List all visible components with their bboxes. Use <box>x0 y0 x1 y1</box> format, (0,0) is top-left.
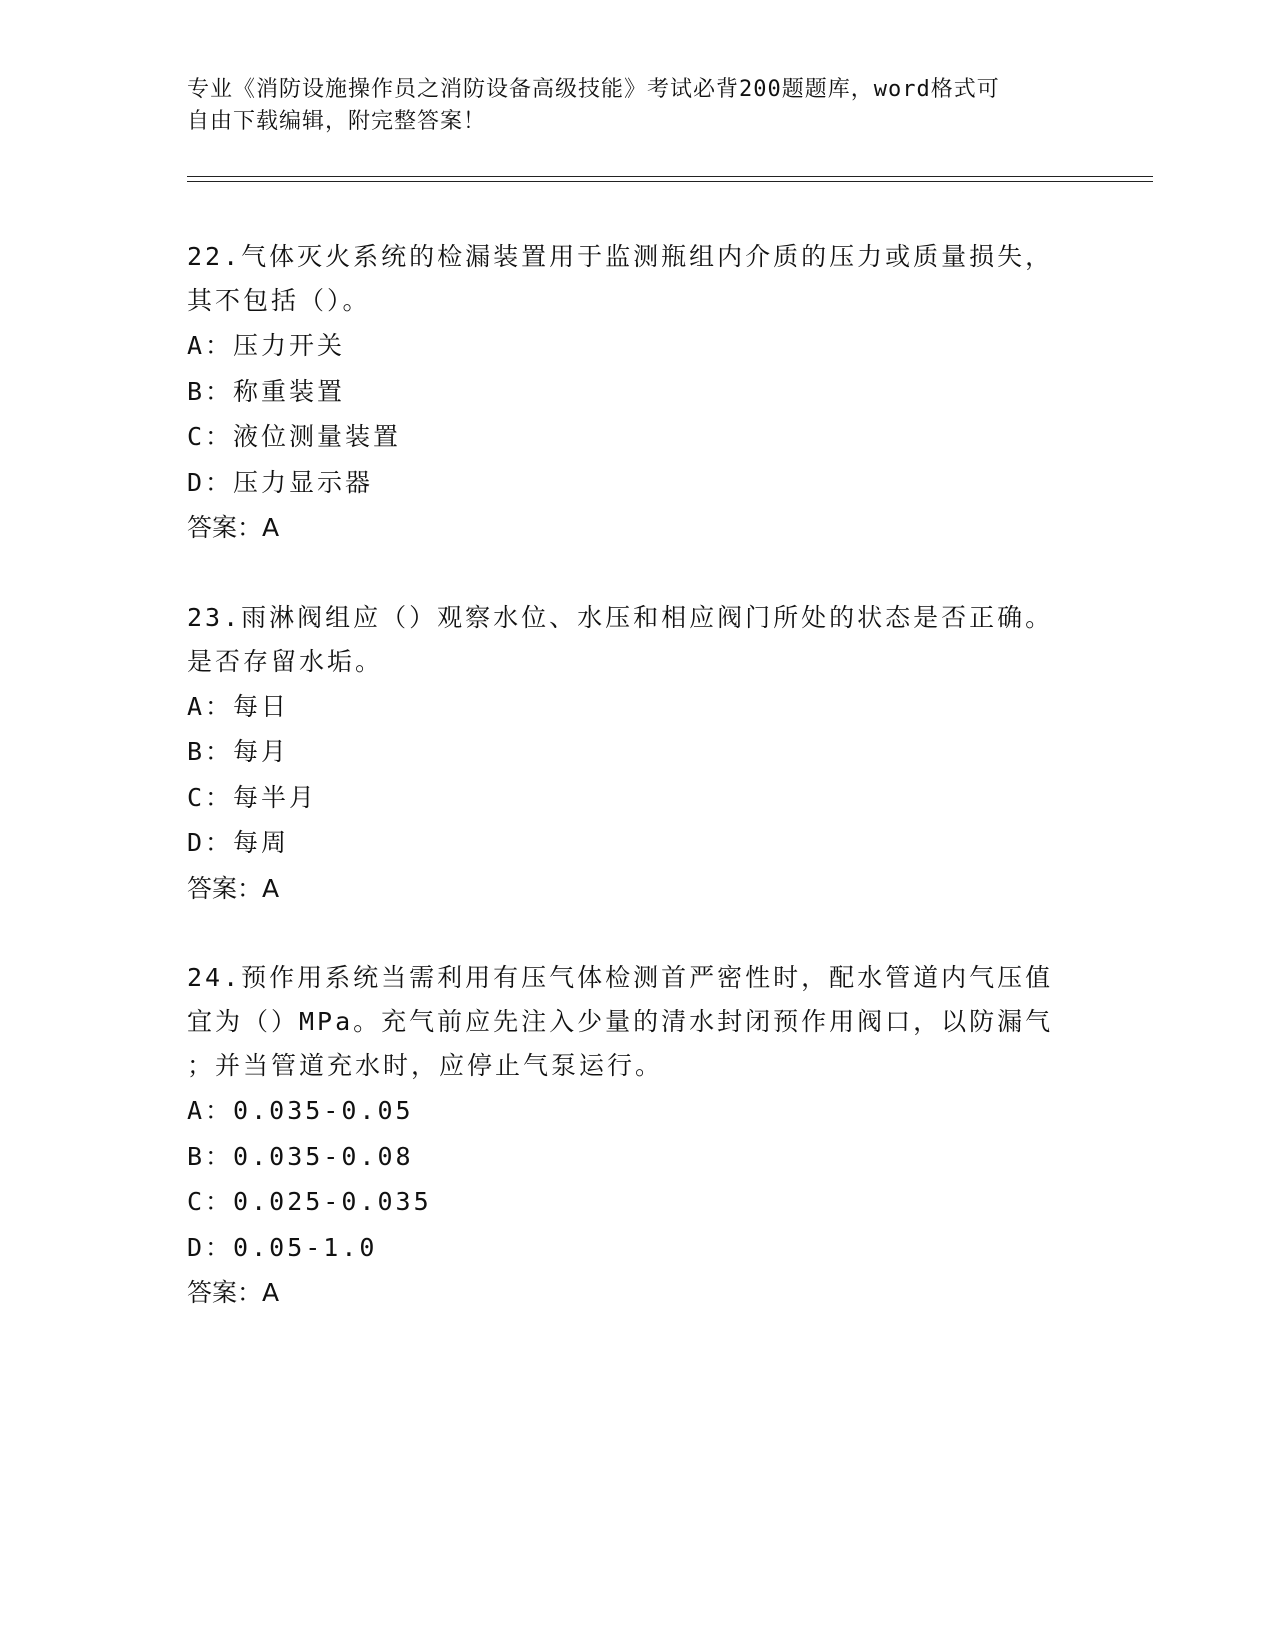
header-line-1: 专业《消防设施操作员之消防设备高级技能》考试必背200题题库，word格式可 <box>187 77 1000 102</box>
question-stem-line: ；并当管道充水时，应停止气泵运行。 <box>187 1051 664 1080</box>
option-b: B：称重装置 <box>187 376 346 406</box>
header-line-2: 自由下载编辑，附完整答案！ <box>187 109 487 134</box>
option-a: A：压力开关 <box>187 331 346 360</box>
question-24 <box>187 956 1087 1316</box>
answer: 答案：A <box>187 513 280 542</box>
question-stem-line: 宜为（）MPa。充气前应先注入少量的清水封闭预作用阀口，以防漏气 <box>187 1007 1054 1036</box>
question-list <box>187 235 1087 1316</box>
question-stem-line: 其不包括（）。 <box>187 286 371 315</box>
option-d: D：每周 <box>187 828 290 857</box>
answer: 答案：A <box>187 1278 280 1307</box>
option-c: C：每半月 <box>187 782 318 812</box>
question-stem-line: 是否存留水垢。 <box>187 646 384 676</box>
option-b: B：每月 <box>187 737 290 766</box>
answer: 答案：A <box>187 873 280 903</box>
option-a: A：每日 <box>187 691 290 721</box>
option-c: C：0.025-0.035 <box>187 1187 432 1216</box>
header-divider-bottom <box>187 181 1153 182</box>
option-d: D：0.05-1.0 <box>187 1232 378 1262</box>
option-c: C：液位测量装置 <box>187 422 402 451</box>
question-stem-line: 22.气体灭火系统的检漏装置用于监测瓶组内介质的压力或质量损失， <box>187 242 1054 271</box>
option-b: B：0.035-0.08 <box>187 1141 414 1171</box>
header-divider-top <box>187 176 1153 177</box>
option-a: A：0.035-0.05 <box>187 1096 414 1125</box>
option-d: D：压力显示器 <box>187 467 374 497</box>
document-header <box>187 74 1087 138</box>
question-stem-line: 23.雨淋阀组应（）观察水位、水压和相应阀门所处的状态是否正确。 <box>187 602 1054 632</box>
question-22 <box>187 235 1087 551</box>
question-stem-line: 24.预作用系统当需利用有压气体检测首严密性时，配水管道内气压值 <box>187 963 1054 992</box>
question-23 <box>187 596 1087 912</box>
